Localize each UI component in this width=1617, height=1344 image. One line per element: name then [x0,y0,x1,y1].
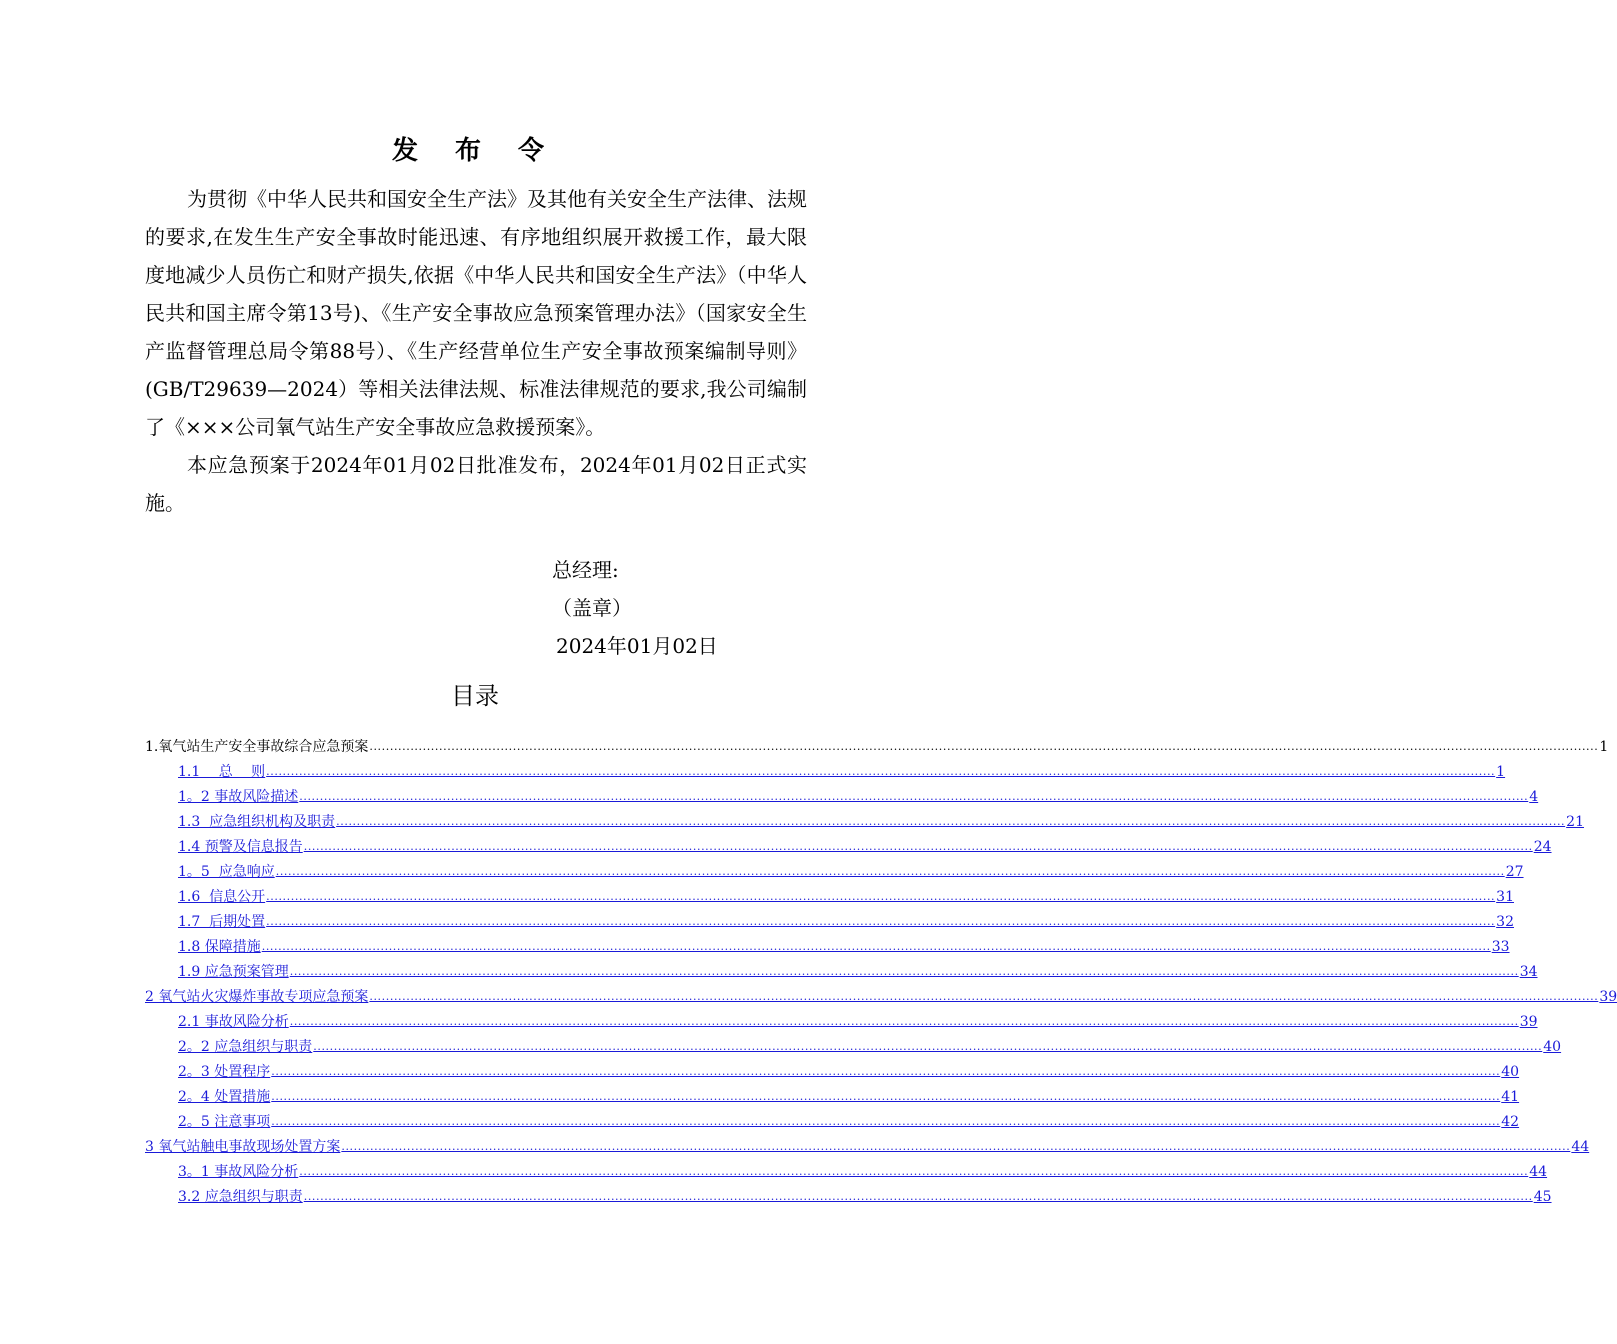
toc-entry[interactable] [145,1082,1520,1107]
toc-entry [145,732,1609,757]
toc-entry[interactable] [145,1057,1520,1082]
signature-role: 总经理: [552,558,619,582]
toc-dot-leader: ............................................................................................................................................................................................................................................................................................................ [271,1090,1501,1103]
toc-entry-page: 42 [1501,1114,1520,1130]
toc-entry-label: 1.6 信息公开 [178,889,266,905]
toc-dot-leader: ............................................................................................................................................................................................................................................................................................................ [289,1015,1519,1028]
toc-entry-label: 3 氧气站触电事故现场处置方案 [145,1139,341,1155]
table-of-contents [145,732,1617,1207]
toc-entry[interactable] [145,757,1506,782]
toc-entry[interactable] [145,1157,1548,1182]
toc-dot-leader: ............................................................................................................................................................................................................................................................................................................ [336,815,1566,828]
toc-entry-label: 3。1 事故风险分析 [178,1164,299,1180]
toc-entry-page: 39 [1519,1014,1538,1030]
toc-entry-page: 27 [1505,864,1524,880]
toc-entry-page: 34 [1519,964,1538,980]
toc-entry-label: 2。2 应急组织与职责 [178,1039,313,1055]
toc-entry-label: 2.1 事故风险分析 [178,1014,289,1030]
toc-dot-leader: ............................................................................................................................................................................................................................................................................................................ [369,740,1599,753]
toc-entry[interactable] [145,807,1584,832]
document-title: 发 布 令 [391,136,559,166]
toc-entry-page: 45 [1533,1189,1552,1205]
toc-entry-page: 21 [1566,814,1584,830]
toc-entry-page: 44 [1529,1164,1548,1180]
toc-entry[interactable] [145,857,1524,882]
toc-entry-page: 1 [1599,739,1609,755]
toc-entry-label: 1.氧气站生产安全事故综合应急预案 [145,739,369,755]
toc-entry-label: 1.3 应急组织机构及职责 [178,814,336,830]
toc-dot-leader: ............................................................................................................................................................................................................................................................................................................ [299,1165,1529,1178]
decree-body [145,180,807,522]
toc-entry[interactable] [145,1107,1520,1132]
toc-entry[interactable] [145,907,1514,932]
toc-entry-label: 1.1 总 则 [178,764,266,780]
toc-entry-label: 1。5 应急响应 [178,864,275,880]
toc-dot-leader: ............................................................................................................................................................................................................................................................................................................ [266,915,1496,928]
toc-dot-leader: ............................................................................................................................................................................................................................................................................................................ [303,1190,1533,1203]
toc-entry-label: 2 氧气站火灾爆炸事故专项应急预案 [145,989,369,1005]
toc-entry-page: 1 [1496,764,1506,780]
toc-entry-page: 31 [1496,889,1514,905]
signature-seal: （盖章） [552,596,632,620]
toc-entry[interactable] [145,1007,1538,1032]
toc-title: 目录 [451,682,499,710]
toc-dot-leader: ............................................................................................................................................................................................................................................................................................................ [271,1115,1501,1128]
toc-dot-leader: ............................................................................................................................................................................................................................................................................................................ [266,765,1496,778]
toc-entry[interactable] [145,1032,1562,1057]
toc-entry-page: 40 [1543,1039,1562,1055]
toc-entry[interactable] [145,957,1538,982]
toc-entry[interactable] [145,982,1617,1007]
toc-entry-label: 2。4 处置措施 [178,1089,271,1105]
toc-entry[interactable] [145,1132,1590,1157]
toc-entry[interactable] [145,1182,1552,1207]
toc-dot-leader: ............................................................................................................................................................................................................................................................................................................ [261,940,1491,953]
toc-entry-label: 1.9 应急预案管理 [178,964,289,980]
toc-entry[interactable] [145,932,1510,957]
toc-entry-page: 40 [1501,1064,1520,1080]
toc-entry-page: 39 [1599,989,1617,1005]
toc-entry-label: 1。2 事故风险描述 [178,789,299,805]
signature-date: 2024年01月02日 [556,634,718,658]
toc-dot-leader: ............................................................................................................................................................................................................................................................................................................ [299,790,1529,803]
toc-entry-page: 32 [1496,914,1514,930]
body-paragraph: 为贯彻《中华人民共和国安全生产法》及其他有关安全生产法律、法规的要求,在发生生产安全事故时能迅速、有序地组织展开救援工作，最大限度地减少人员伤亡和财产损失,依据《中华人民共和国安全生产法》（中华人民共和国主席令第13号)、《生产安全事故应急预案管理办法》（国家安全生产监督管理总局令第88号）、《生产经营单位生产安全事故预案编制导则》(GB/T29639—2024）等相关法律法规、标准法律规范的要求,我公司编制了《×××公司氧气站生产安全事故应急救援预案》。 [145,187,807,439]
toc-dot-leader: ............................................................................................................................................................................................................................................................................................................ [266,890,1496,903]
toc-entry-page: 44 [1571,1139,1590,1155]
toc-entry-page: 33 [1491,939,1510,955]
toc-entry[interactable] [145,882,1514,907]
toc-entry-label: 2。3 处置程序 [178,1064,271,1080]
toc-entry-page: 24 [1533,839,1552,855]
toc-entry-label: 2。5 注意事项 [178,1114,271,1130]
toc-entry-label: 1.8 保障措施 [178,939,261,955]
toc-dot-leader: ............................................................................................................................................................................................................................................................................................................ [303,840,1533,853]
toc-dot-leader: ............................................................................................................................................................................................................................................................................................................ [369,990,1599,1003]
toc-entry-page: 41 [1501,1089,1520,1105]
toc-dot-leader: ............................................................................................................................................................................................................................................................................................................ [271,1065,1501,1078]
toc-entry-label: 3.2 应急组织与职责 [178,1189,303,1205]
toc-dot-leader: ............................................................................................................................................................................................................................................................................................................ [275,865,1505,878]
toc-dot-leader: ............................................................................................................................................................................................................................................................................................................ [313,1040,1543,1053]
toc-entry-label: 1.4 预警及信息报告 [178,839,303,855]
toc-entry[interactable] [145,782,1539,807]
toc-dot-leader: ............................................................................................................................................................................................................................................................................................................ [289,965,1519,978]
toc-entry-label: 1.7 后期处置 [178,914,266,930]
toc-entry[interactable] [145,832,1552,857]
toc-dot-leader: ............................................................................................................................................................................................................................................................................................................ [341,1140,1571,1153]
toc-entry-page: 4 [1529,789,1539,805]
body-paragraph: 本应急预案于2024年01月02日批准发布，2024年01月02日正式实施。 [145,453,807,515]
